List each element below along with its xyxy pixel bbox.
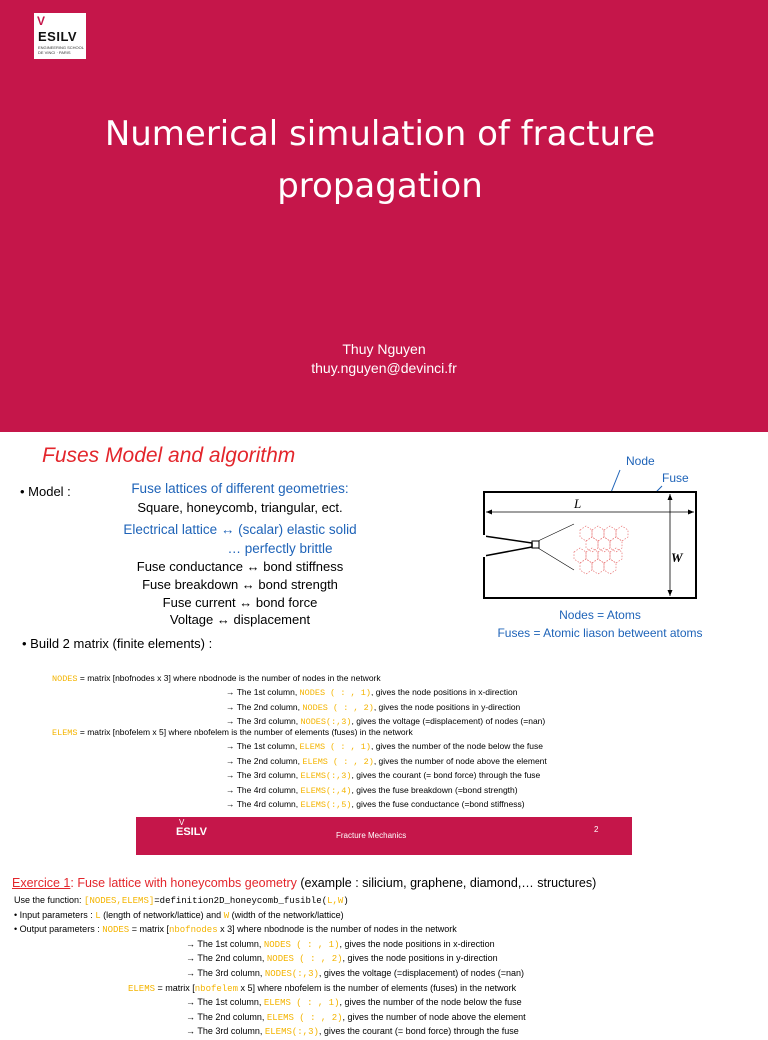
author-email: thuy.nguyen@devinci.fr bbox=[311, 360, 457, 376]
column-line: → The 2nd column, NODES ( : , 2), gives the node positions in y-direction bbox=[186, 953, 498, 965]
title-line-2: propagation bbox=[277, 166, 483, 206]
code-keyword: NODES bbox=[52, 674, 78, 684]
column-line: → The 4rd column, ELEMS(:,5), gives the fuse conductance (=bond stiffness) bbox=[226, 799, 525, 810]
exercise-label: Exercice 1 bbox=[12, 876, 71, 890]
diagram-caption bbox=[480, 606, 720, 642]
logo-subtitle: ENGINEERING SCHOOL DE VINCI · PARIS bbox=[38, 45, 85, 55]
column-line: → The 3rd column, NODES(:,3), gives the voltage (=displacement) of nodes (=nan) bbox=[186, 967, 525, 979]
esilv-logo bbox=[34, 13, 86, 59]
definition-text: = matrix [nbofelem x 5] where nbofelem is the number of elements (fuses) in the network bbox=[77, 727, 413, 737]
nodes-column-list bbox=[226, 686, 545, 730]
column-line: → The 1st column, NODES ( : , 1), gives the node positions in x-direction bbox=[186, 938, 495, 950]
fuse-label: Fuse bbox=[662, 471, 689, 485]
column-line: → The 4rd column, ELEMS(:,4), gives the fuse breakdown (=bond strength) bbox=[226, 784, 518, 796]
title-line-1: Numerical simulation of fracture bbox=[104, 114, 656, 154]
column-line: → The 1st column, NODES ( : , 1), gives the node positions in x-direction bbox=[226, 687, 518, 698]
exercise-topic: Fuse lattice with honeycombs geometry bbox=[73, 876, 297, 890]
elems-definition-line: ELEMS = matrix [nbofelem x 5] where nbofelem is the number of elements (fuses) in the network bbox=[128, 982, 517, 994]
fuse-lattice-diagram bbox=[470, 450, 710, 608]
logo-v-icon: V bbox=[37, 14, 46, 28]
lattice-heading: Fuse lattices of different geometries: bbox=[131, 481, 349, 496]
column-line: → The 1st column, ELEMS ( : , 1), gives the number of the node below the fuse bbox=[226, 741, 543, 752]
notch-cover bbox=[480, 535, 486, 557]
author-name: Thuy Nguyen bbox=[342, 341, 426, 357]
slide-title: Fuses Model and algorithm bbox=[42, 444, 296, 467]
fuses-liason-text: Fuses = Atomic liason betweent atoms bbox=[497, 626, 703, 640]
exercise-examples: (example : silicium, graphene, diamond,… structures) bbox=[296, 876, 597, 890]
elems-definition-line bbox=[52, 726, 413, 741]
column-line: → The 3rd column, NODES(:,3), gives the voltage (=displacement) of nodes (=nan) bbox=[226, 716, 546, 727]
analogy-line-2: … perfectly brittle bbox=[227, 541, 333, 556]
column-line: → The 2nd column, NODES ( : , 2), gives the node positions in y-direction bbox=[226, 701, 521, 713]
model-bullet: • Model : bbox=[20, 484, 71, 499]
length-label: L bbox=[574, 496, 582, 511]
build-matrix-bullet: • Build 2 matrix (finite elements) : bbox=[22, 636, 213, 651]
slide-footer bbox=[136, 817, 632, 855]
author-block bbox=[234, 340, 534, 378]
title-slide bbox=[0, 0, 768, 432]
nodes-definition-line bbox=[52, 672, 381, 687]
analogy-item: Fuse current ↔ bond force bbox=[162, 595, 318, 610]
analogy-item: Fuse conductance ↔ bond stiffness bbox=[136, 559, 344, 574]
code-keyword: ELEMS bbox=[52, 728, 78, 738]
exercise-slide bbox=[0, 864, 768, 1038]
footer-logo-v-icon: V bbox=[179, 818, 185, 827]
exercise-title: Exercice 1: Fuse lattice with honeycombs geometry (example : silicium, graphene, diamond,… structures) bbox=[12, 876, 597, 890]
footer-course-name: Fracture Mechanics bbox=[336, 831, 407, 840]
analogy-line-1: Electrical lattice ↔ (scalar) elastic solid bbox=[123, 522, 357, 537]
input-params-line: • Input parameters : L (length of network/lattice) and W (width of the network/lattice) bbox=[14, 909, 344, 921]
column-line: → The 3rd column, ELEMS(:,3), gives the courant (= bond force) through the fuse bbox=[226, 770, 541, 781]
nodes-atoms-text: Nodes = Atoms bbox=[559, 608, 641, 622]
use-function-line: Use the function: [NODES,ELEMS]=definition2D_honeycomb_fusible(L,W) bbox=[14, 895, 349, 906]
lattice-types: Square, honeycomb, triangular, ect. bbox=[137, 500, 343, 515]
column-line: → The 2nd column, ELEMS ( : , 2), gives the number of node above the element bbox=[186, 1011, 526, 1023]
node-label: Node bbox=[626, 454, 655, 468]
analogy-item: Voltage ↔ displacement bbox=[169, 612, 311, 627]
width-label: W bbox=[671, 550, 683, 565]
footer-logo: ESILV bbox=[176, 826, 207, 838]
elems-column-list bbox=[226, 740, 547, 813]
analogy-item: Fuse breakdown ↔ bond strength bbox=[142, 577, 338, 592]
definition-text: = matrix [nbofnodes x 3] where nbodnode is the number of nodes in the network bbox=[77, 673, 381, 683]
logo-name: ESILV bbox=[38, 29, 78, 44]
output-params-line: • Output parameters : NODES = matrix [nbofnodes x 3] where nbodnode is the number of nodes in the network bbox=[14, 924, 457, 936]
presentation-title bbox=[60, 108, 700, 212]
column-line: → The 1st column, ELEMS ( : , 1), gives the number of the node below the fuse bbox=[186, 997, 522, 1009]
column-line: → The 2nd column, ELEMS ( : , 2), gives the number of node above the element bbox=[226, 755, 547, 767]
page-number: 2 bbox=[594, 825, 599, 834]
column-line: → The 3rd column, ELEMS(:,3), gives the courant (= bond force) through the fuse bbox=[186, 1026, 519, 1038]
fuses-model-slide bbox=[0, 432, 768, 864]
exercise-body bbox=[14, 894, 526, 1040]
